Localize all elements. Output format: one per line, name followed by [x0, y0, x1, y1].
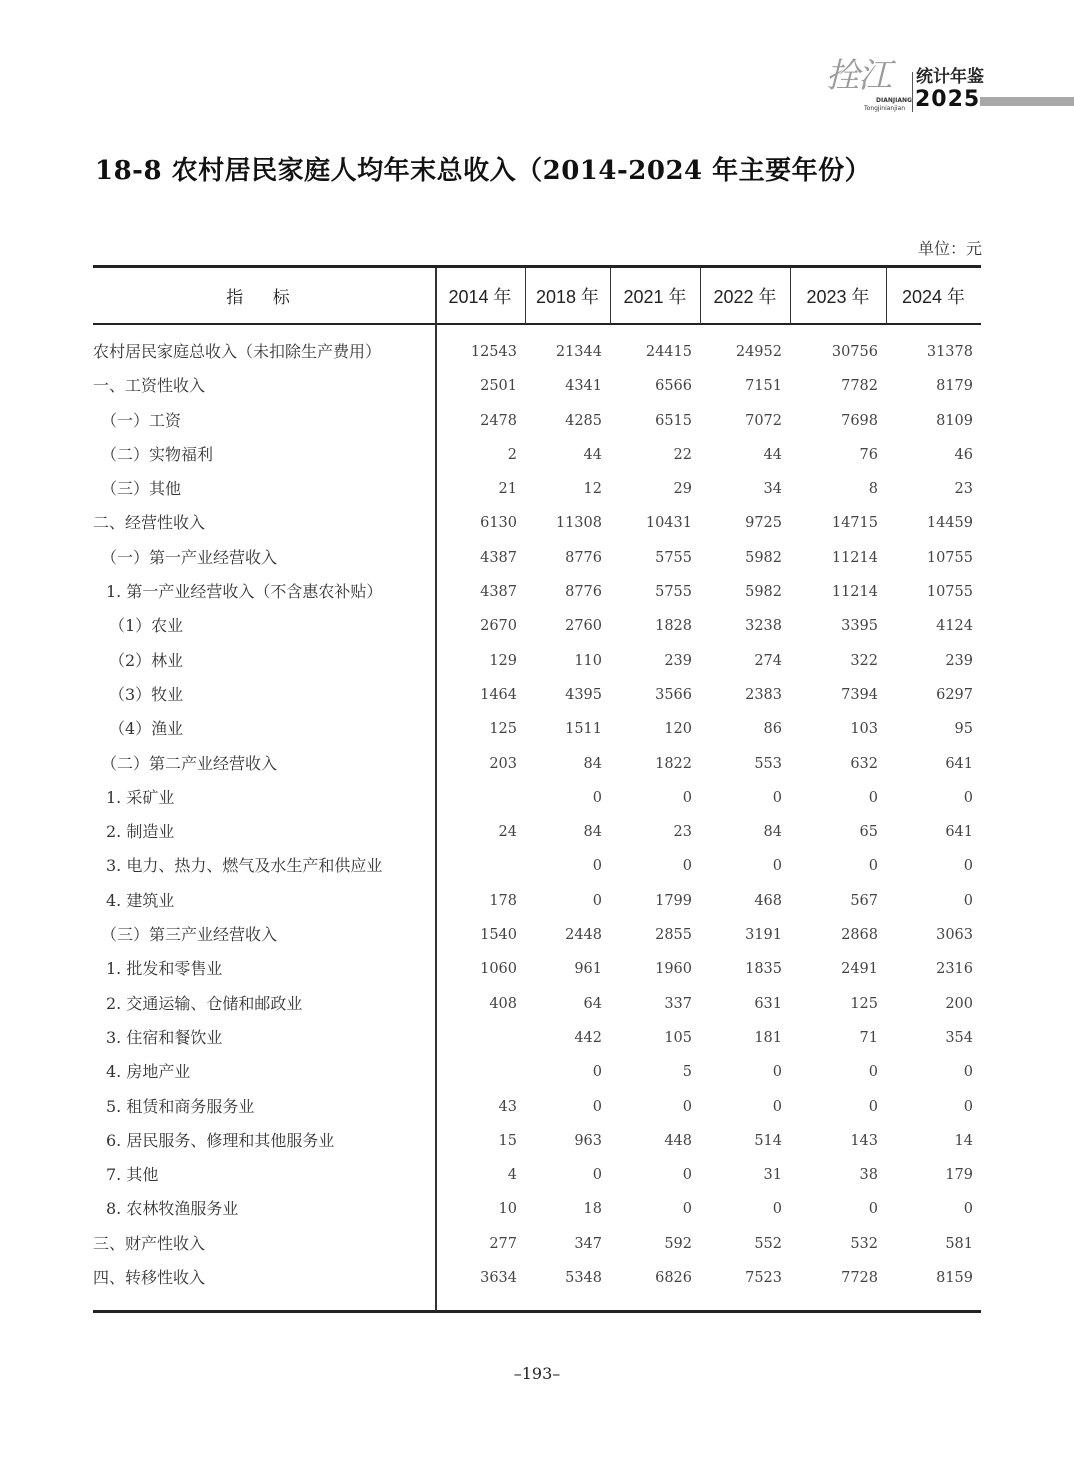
row-value: 1540 [480, 927, 517, 944]
row-label: 3. 电力、热力、燃气及水生产和供应业 [106, 856, 383, 876]
header-column-divider [886, 268, 887, 324]
row-value: 29 [673, 481, 692, 498]
row-value: 21344 [555, 344, 602, 360]
row-value: 6826 [655, 1270, 692, 1287]
row-label: 三、财产性收入 [93, 1233, 206, 1253]
table-row [93, 644, 981, 678]
row-value: 2491 [841, 961, 878, 978]
row-value: 0 [963, 858, 973, 875]
table-row [93, 952, 981, 986]
row-value: 3238 [745, 618, 782, 635]
row-value: 0 [772, 789, 782, 806]
row-value: 592 [664, 1235, 692, 1252]
row-value: 1960 [655, 961, 692, 978]
row-value: 125 [850, 995, 878, 1012]
row-label: 3. 住宿和餐饮业 [106, 1027, 223, 1047]
table-row [93, 712, 981, 746]
row-label: （二）实物福利 [101, 444, 214, 464]
table-row [93, 849, 981, 883]
row-value: 12 [583, 481, 602, 498]
row-value: 0 [682, 1098, 692, 1115]
row-value: 105 [664, 1029, 692, 1046]
row-value: 4395 [565, 686, 602, 703]
table-row [93, 609, 981, 643]
table-row [93, 369, 981, 403]
row-value: 0 [868, 1064, 878, 1081]
row-value: 322 [850, 652, 878, 669]
logo-calligraphy: 拴江 [826, 56, 890, 96]
row-value: 7782 [841, 378, 878, 395]
row-value: 239 [945, 652, 973, 669]
row-value: 7698 [841, 412, 878, 429]
unit-label: 单位：元 [917, 239, 982, 258]
row-value: 23 [673, 824, 692, 841]
row-value: 2 [507, 446, 517, 463]
row-value: 103 [850, 721, 878, 738]
row-label: 1. 批发和零售业 [106, 959, 223, 979]
row-value: 0 [868, 789, 878, 806]
table-row [93, 678, 981, 712]
table-row [93, 335, 981, 369]
row-label: 4. 建筑业 [106, 890, 175, 910]
row-label: 2. 制造业 [106, 822, 175, 842]
header-year: 2024 年 [901, 286, 966, 307]
row-value: 200 [945, 995, 973, 1012]
row-label: 1. 第一产业经营收入（不含惠农补贴） [106, 582, 383, 602]
row-value: 552 [754, 1235, 782, 1252]
row-value: 961 [574, 961, 602, 978]
row-value: 5982 [745, 584, 782, 601]
row-value: 2501 [480, 378, 517, 395]
row-label: 2. 交通运输、仓储和邮政业 [106, 993, 303, 1013]
row-label: 四、转移性收入 [93, 1268, 206, 1288]
logo-title: 统计年鉴 [916, 67, 984, 87]
row-value: 5 [682, 1064, 692, 1081]
row-value: 2868 [841, 927, 878, 944]
row-value: 110 [574, 652, 602, 669]
header-indicator: 指 标 [226, 288, 302, 308]
row-label: 4. 房地产业 [106, 1062, 191, 1082]
row-value: 2316 [936, 961, 973, 978]
row-value: 12543 [470, 344, 517, 360]
row-label: （3）牧业 [109, 684, 184, 704]
row-value: 7394 [841, 686, 878, 703]
header-column-divider [610, 268, 611, 324]
row-value: 203 [489, 755, 517, 772]
row-label: （2）林业 [109, 650, 184, 670]
row-value: 0 [592, 1064, 602, 1081]
table-row [93, 815, 981, 849]
row-value: 2383 [745, 686, 782, 703]
row-value: 18 [583, 1201, 602, 1218]
row-value: 22 [673, 446, 692, 463]
row-value: 4341 [565, 378, 602, 395]
row-value: 125 [489, 721, 517, 738]
row-value: 0 [682, 858, 692, 875]
row-value: 0 [592, 789, 602, 806]
row-value: 567 [850, 892, 878, 909]
table-row [93, 1227, 981, 1261]
row-value: 5348 [565, 1270, 602, 1287]
row-value: 10 [498, 1201, 517, 1218]
table-row [93, 1192, 981, 1226]
table-row [93, 987, 981, 1021]
row-value: 0 [682, 1201, 692, 1218]
row-value [435, 781, 517, 815]
row-value: 84 [763, 824, 782, 841]
row-label: （一）工资 [101, 410, 182, 430]
row-value: 4124 [936, 618, 973, 635]
row-value: 2670 [480, 618, 517, 635]
header-year: 2021 年 [623, 286, 687, 307]
table-row [93, 918, 981, 952]
row-value: 11214 [831, 549, 878, 566]
row-value: 1835 [745, 961, 782, 978]
row-value: 95 [954, 721, 973, 738]
row-label: （三）其他 [101, 479, 182, 499]
row-value [435, 1055, 517, 1089]
row-value: 553 [754, 755, 782, 772]
row-value: 11214 [831, 584, 878, 601]
row-value: 181 [754, 1029, 782, 1046]
table-row [93, 884, 981, 918]
row-label: 1. 采矿业 [106, 787, 175, 807]
row-value: 15 [498, 1132, 517, 1149]
row-value: 5755 [655, 584, 692, 601]
row-value: 408 [489, 995, 517, 1012]
row-value: 178 [489, 892, 517, 909]
row-value: 2855 [655, 927, 692, 944]
row-value: 3634 [480, 1270, 517, 1287]
row-value: 641 [945, 824, 973, 841]
row-value: 5982 [745, 549, 782, 566]
header-year: 2022 年 [713, 286, 777, 307]
row-value [435, 1021, 517, 1055]
row-value: 14459 [926, 515, 973, 532]
row-value: 14 [954, 1132, 973, 1149]
row-value: 43 [498, 1098, 517, 1115]
table-row [93, 1124, 981, 1158]
row-value: 4387 [480, 584, 517, 601]
row-value: 0 [592, 1098, 602, 1115]
row-value: 963 [574, 1132, 602, 1149]
row-value: 44 [583, 446, 602, 463]
row-value: 239 [664, 652, 692, 669]
row-value: 0 [772, 1098, 782, 1115]
row-value: 448 [664, 1132, 692, 1149]
row-value: 0 [963, 1098, 973, 1115]
table-row [93, 575, 981, 609]
row-value: 0 [963, 789, 973, 806]
row-value: 1511 [565, 721, 602, 738]
row-value: 6515 [655, 412, 692, 429]
row-label: 二、经营性收入 [93, 513, 206, 533]
row-value: 21 [498, 481, 517, 498]
row-value: 0 [592, 858, 602, 875]
table-row [93, 506, 981, 540]
row-value: 7728 [841, 1270, 878, 1287]
row-label: 农村居民家庭总收入（未扣除生产费用） [93, 342, 382, 361]
row-value: 3395 [841, 618, 878, 635]
row-value: 2448 [565, 927, 602, 944]
row-value: 442 [574, 1029, 602, 1046]
row-value: 3566 [655, 686, 692, 703]
logo-pinyin: DIANJIANG [876, 97, 912, 104]
row-value: 65 [859, 824, 878, 841]
row-value: 7151 [745, 378, 782, 395]
row-value: 641 [945, 755, 973, 772]
table-row [93, 404, 981, 438]
row-value: 337 [664, 995, 692, 1012]
row-value: 7523 [745, 1270, 782, 1287]
row-value: 0 [963, 1064, 973, 1081]
row-value: 10755 [926, 549, 973, 566]
row-label: （三）第三产业经营收入 [101, 925, 278, 945]
table-body [93, 335, 981, 1295]
row-value: 24 [498, 824, 517, 841]
table-row [93, 1055, 981, 1089]
row-label: （二）第二产业经营收入 [101, 753, 278, 773]
row-value: 3063 [936, 927, 973, 944]
row-label: 8. 农林牧渔服务业 [106, 1199, 239, 1219]
row-value: 3191 [745, 927, 782, 944]
logo-year: 2025 [915, 87, 981, 112]
row-value: 44 [763, 446, 782, 463]
row-value: 0 [868, 1098, 878, 1115]
row-label: 一、工资性收入 [93, 376, 206, 396]
row-value: 0 [963, 892, 973, 909]
row-value: 7072 [745, 412, 782, 429]
table-row [93, 1090, 981, 1124]
row-value: 24952 [735, 344, 782, 360]
row-value: 46 [954, 446, 973, 463]
row-value: 4285 [565, 412, 602, 429]
row-value: 120 [664, 721, 692, 738]
row-label: （一）第一产业经营收入 [101, 547, 278, 567]
row-value: 64 [583, 995, 602, 1012]
row-value: 84 [583, 824, 602, 841]
row-label: 5. 租赁和商务服务业 [106, 1096, 255, 1116]
row-value: 38 [859, 1167, 878, 1184]
header-year: 2023 年 [806, 286, 870, 307]
row-value: 143 [850, 1132, 878, 1149]
row-value: 8159 [936, 1270, 973, 1287]
row-value: 514 [754, 1132, 782, 1149]
row-value: 14715 [831, 515, 878, 532]
row-value: 10431 [645, 515, 692, 532]
row-value: 1828 [655, 618, 692, 635]
row-value: 1060 [480, 961, 517, 978]
row-value: 274 [754, 652, 782, 669]
page-number: –193– [513, 1364, 561, 1383]
logo-divider [912, 72, 913, 112]
row-value: 6297 [936, 686, 973, 703]
header-column-divider [700, 268, 701, 324]
row-value: 6566 [655, 378, 692, 395]
row-value: 9725 [745, 515, 782, 532]
row-value: 129 [489, 652, 517, 669]
table-header-rule [93, 323, 981, 325]
row-value: 31378 [926, 344, 973, 360]
row-value: 8109 [936, 412, 973, 429]
row-value: 277 [489, 1235, 517, 1252]
row-value: 34 [763, 481, 782, 498]
header-year: 2018 年 [535, 286, 600, 307]
row-value [435, 849, 517, 883]
header-bar [980, 97, 1074, 106]
row-value: 0 [868, 1201, 878, 1218]
header-column-divider [790, 268, 791, 324]
row-value: 632 [850, 755, 878, 772]
row-value: 631 [754, 995, 782, 1012]
row-value: 1822 [655, 755, 692, 772]
row-value: 532 [850, 1235, 878, 1252]
row-value: 581 [945, 1235, 973, 1252]
row-value: 0 [682, 1167, 692, 1184]
row-value: 347 [574, 1235, 602, 1252]
header-column-divider [525, 268, 526, 324]
row-value: 4 [507, 1167, 517, 1184]
row-value: 2478 [480, 412, 517, 429]
row-value: 10755 [926, 584, 973, 601]
row-value: 31 [763, 1167, 782, 1184]
header-year: 2014 年 [448, 286, 512, 307]
row-value: 23 [954, 481, 973, 498]
row-value: 71 [859, 1029, 878, 1046]
row-value: 1464 [480, 686, 517, 703]
row-value: 11308 [555, 515, 602, 532]
row-value: 86 [763, 721, 782, 738]
row-value: 0 [592, 892, 602, 909]
row-value: 84 [583, 755, 602, 772]
row-value: 0 [682, 789, 692, 806]
row-value: 2760 [565, 618, 602, 635]
table-row [93, 541, 981, 575]
table-row [93, 472, 981, 506]
row-label: 7. 其他 [106, 1165, 159, 1185]
row-value: 76 [859, 446, 878, 463]
row-label: （1）农业 [109, 616, 184, 636]
row-value: 8179 [936, 378, 973, 395]
row-value: 1799 [655, 892, 692, 909]
row-value: 8776 [565, 584, 602, 601]
row-label: （4）渔业 [109, 719, 184, 739]
row-value: 0 [592, 1167, 602, 1184]
row-value: 0 [868, 858, 878, 875]
row-label: 6. 居民服务、修理和其他服务业 [106, 1130, 335, 1150]
table-row [93, 1261, 981, 1295]
table-row [93, 438, 981, 472]
page-title: 18-8 农村居民家庭人均年末总收入（2014-2024 年主要年份） [95, 156, 872, 186]
row-value: 5755 [655, 549, 692, 566]
row-value: 8 [868, 481, 878, 498]
row-value: 4387 [480, 549, 517, 566]
row-value: 0 [963, 1201, 973, 1218]
row-value: 0 [772, 1064, 782, 1081]
row-value: 6130 [480, 515, 517, 532]
table-row [93, 781, 981, 815]
logo-pinyin-sub: Tongjinianjian [864, 105, 906, 112]
row-value: 30756 [831, 344, 878, 360]
row-value: 0 [772, 858, 782, 875]
table-row [93, 747, 981, 781]
row-value: 0 [772, 1201, 782, 1218]
table-bottom-rule [93, 1310, 981, 1313]
row-value: 354 [945, 1029, 973, 1046]
table-row [93, 1158, 981, 1192]
row-value: 8776 [565, 549, 602, 566]
row-value: 179 [945, 1167, 973, 1184]
row-value: 24415 [645, 344, 692, 360]
row-value: 468 [754, 892, 782, 909]
table-row [93, 1021, 981, 1055]
